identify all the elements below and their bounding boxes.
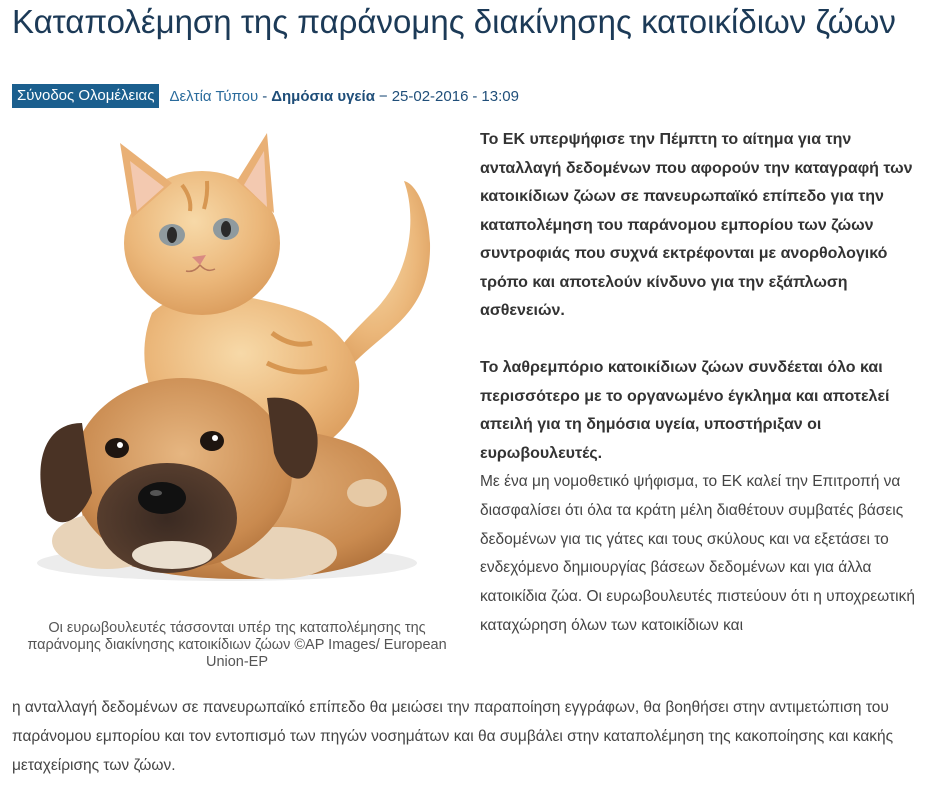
article-image [12, 123, 462, 616]
lead-paragraph-secondary: Το λαθρεμπόριο κατοικίδιων ζώων συνδέεται όλο και περισσότερο με το οργανωμένο έγκλημα και αποτελεί απειλή για τη δημόσια υγεία, υποστήριξαν οι ευρωβουλευτές. [480, 359, 890, 462]
body-paragraph-continued: η ανταλλαγή δεδομένων σε πανευρωπαϊκό επίπεδο θα μειώσει την παραποίηση εγγράφων, θα βοηθήσει στην αντιμετώπιση του παράνομου εμπορίου και τον εντοπισμό των πηγών νοσημάτων και θα συμβάλει στην καταπολέμηση της κακοποίησης και κακής μεταχείρισης των ζώων. [12, 699, 894, 774]
publish-date: 25-02-2016 [391, 87, 469, 105]
body-paragraph: Με ένα μη νομοθετικό ψήφισμα, το ΕΚ καλεί την Επιτροπή να διασφαλίσει ότι όλα τα κράτη μέλη διαθέτουν συμβατές βάσεις δεδομένων για τις γάτες και τους σκύλους και να εξετάσει το ενδεχόμενο δημιουργίας βάσεων δεδομένων και για άλλα κατοικίδια ζώα. Οι ευρωβουλευτές πιστεύουν ότι η υποχρεωτική καταχώρηση όλων των κατοικίδιων και [480, 473, 915, 634]
topic-link[interactable]: Δημόσια υγεία [271, 87, 375, 105]
kitten-and-puppy-photo [12, 123, 462, 616]
paragraph-spacer [480, 326, 920, 355]
session-tag[interactable]: Σύνοδος Ολομέλειας [12, 84, 159, 108]
article-body [480, 126, 920, 641]
lead-paragraph: Το ΕΚ υπερψήφισε την Πέμπτη το αίτημα για την ανταλλαγή δεδομένων που αφορούν την καταγραφή των κατοικίδιων ζώων σε πανευρωπαϊκό επίπεδο για την καταπολέμηση του παράνομου εμπορίου των ζώων συντροφιάς που συχνά εκτρέφονται με ανορθολογικό τρόπο και αποτελούν κίνδυνο για την εξάπλωση ασθενειών. [480, 131, 913, 319]
category-link[interactable]: Δελτία Τύπου [169, 87, 259, 105]
page-title: Καταπολέμηση της παράνομης διακίνησης κατοικίδιων ζώων [12, 3, 896, 40]
meta-separator: - [262, 87, 268, 105]
meta-separator: − [378, 87, 388, 105]
publish-time: 13:09 [481, 87, 519, 105]
article-meta [12, 84, 519, 108]
meta-separator: - [472, 87, 478, 105]
image-caption: Οι ευρωβουλευτές τάσσονται υπέρ της καταπολέμησης της παράνομης διακίνησης κατοικίδιων ζώων ©AP Images/ European Union-EP [27, 620, 447, 670]
